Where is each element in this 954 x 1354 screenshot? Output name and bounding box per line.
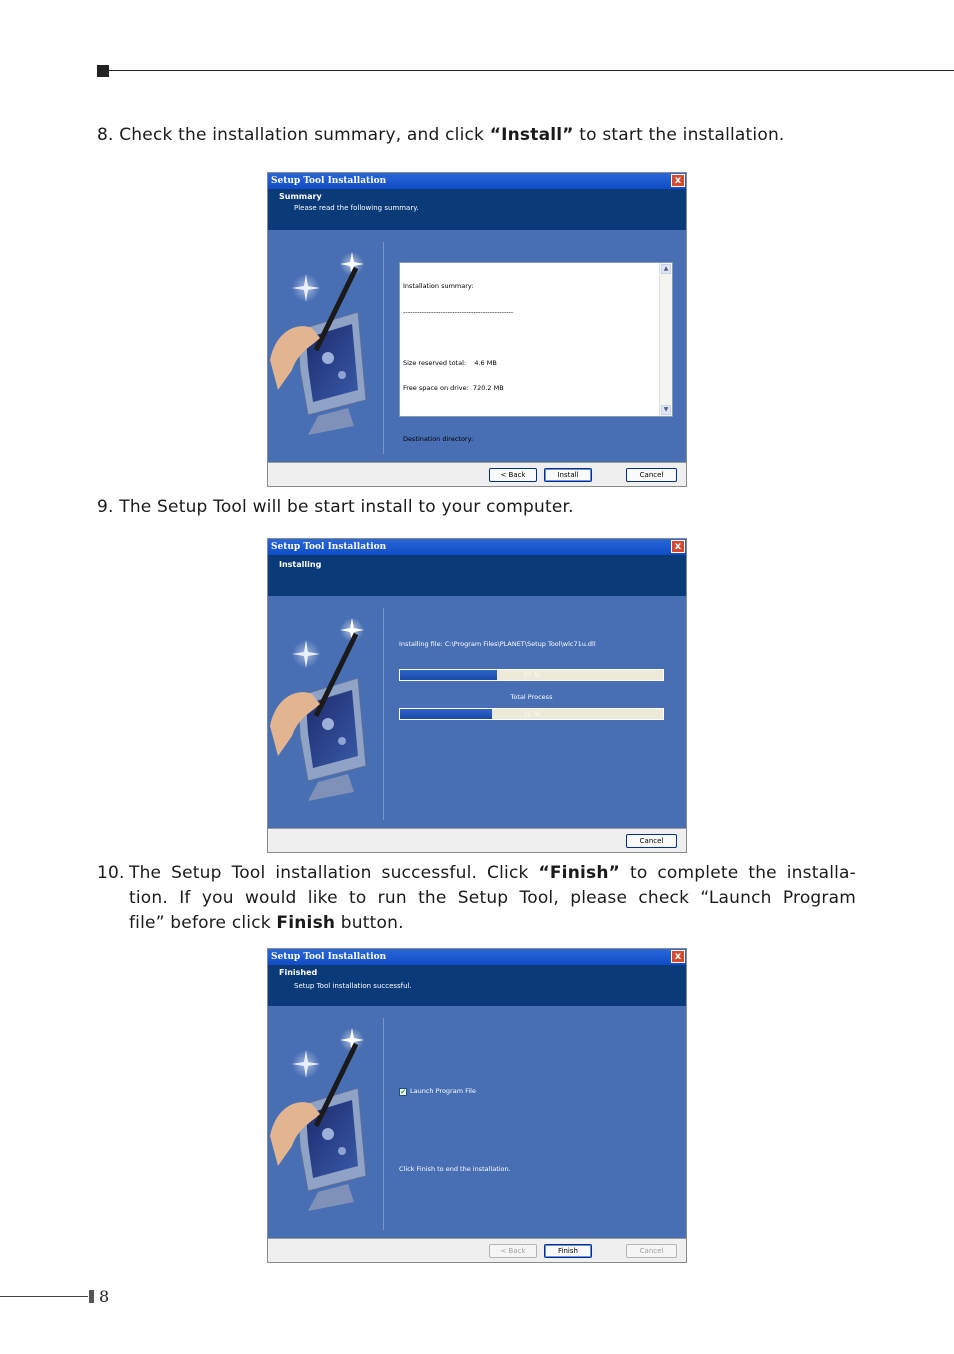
summary-line: Size reserved total: 4.6 MB bbox=[403, 358, 497, 367]
step-text: The Setup Tool will be start install to your computer. bbox=[119, 497, 574, 517]
banner bbox=[268, 555, 686, 596]
window-title: Setup Tool Installation bbox=[271, 542, 387, 552]
title-bar bbox=[268, 949, 686, 965]
back-button[interactable]: < Back bbox=[489, 468, 537, 482]
banner-title: Installing bbox=[279, 560, 322, 569]
step-text: to start the installation. bbox=[573, 125, 785, 145]
finish-hint-text: Click Finish to end the installation. bbox=[399, 1165, 511, 1173]
summary-textarea[interactable] bbox=[399, 262, 673, 443]
close-icon[interactable]: x bbox=[671, 950, 685, 963]
installing-dialog bbox=[267, 538, 687, 853]
finish-button[interactable]: Finish bbox=[544, 1244, 592, 1258]
step-keyword: “Finish” bbox=[538, 863, 621, 883]
body-divider bbox=[383, 608, 384, 820]
step-number: 8. bbox=[97, 125, 114, 145]
file-progress-text: 37 % bbox=[523, 671, 540, 679]
page-number: 8 bbox=[99, 1287, 110, 1306]
banner bbox=[268, 965, 686, 1006]
cancel-button[interactable]: Cancel bbox=[626, 1244, 677, 1258]
body-divider bbox=[383, 1018, 384, 1230]
window-title: Setup Tool Installation bbox=[271, 176, 387, 186]
banner-title: Finished bbox=[279, 968, 318, 977]
summary-line bbox=[403, 486, 658, 487]
launch-program-label[interactable]: Launch Program File bbox=[410, 1087, 476, 1095]
back-button[interactable]: < Back bbox=[489, 1244, 537, 1258]
summary-line: Destination directory: bbox=[403, 435, 474, 443]
dialog-body bbox=[268, 596, 686, 828]
header-rule bbox=[109, 70, 954, 71]
summary-line bbox=[403, 410, 658, 419]
summary-content bbox=[403, 265, 658, 487]
banner-subtitle: Setup Tool installation successful. bbox=[294, 982, 412, 990]
dialog-footer bbox=[268, 828, 686, 852]
scrollbar[interactable] bbox=[659, 263, 672, 416]
dialog-footer bbox=[268, 462, 686, 486]
step-text: file” before click bbox=[129, 913, 277, 933]
finished-dialog bbox=[267, 948, 687, 1263]
banner-subtitle: Please read the following summary. bbox=[294, 204, 419, 212]
summary-line: Installation summary: bbox=[403, 282, 474, 290]
step-10-line-1 bbox=[129, 861, 856, 886]
cancel-button[interactable]: Cancel bbox=[626, 834, 677, 848]
summary-line: Free space on drive: 720.2 MB bbox=[403, 384, 504, 392]
title-bar bbox=[268, 173, 686, 189]
footer-bar bbox=[89, 1290, 94, 1303]
step-10-number: 10. bbox=[97, 863, 125, 883]
title-bar bbox=[268, 539, 686, 555]
installing-file-label: Installing file: C:\Program Files\PLANET\Setup Tool\wlc71u.dll bbox=[399, 640, 596, 648]
step-text: to complete the installa- bbox=[620, 863, 856, 883]
total-progress-text: 35 % bbox=[523, 710, 540, 718]
window-title: Setup Tool Installation bbox=[271, 952, 387, 962]
header-square bbox=[97, 65, 109, 77]
step-text: Check the installation summary, and click bbox=[119, 125, 490, 145]
close-icon[interactable]: x bbox=[671, 540, 685, 553]
step-10-line-2: tion. If you would like to run the Setup Tool, please check “Launch Program bbox=[129, 888, 856, 908]
total-progress-bar bbox=[399, 708, 664, 720]
dialog-body bbox=[268, 230, 686, 462]
wizard-illustration-icon bbox=[268, 1006, 383, 1238]
body-divider bbox=[383, 242, 384, 454]
wizard-illustration-icon bbox=[268, 230, 383, 462]
wizard-illustration-icon bbox=[268, 596, 383, 828]
dialog-footer bbox=[268, 1238, 686, 1262]
banner-title: Summary bbox=[279, 192, 322, 201]
step-number: 9. bbox=[97, 497, 114, 517]
scroll-up-icon[interactable]: ▲ bbox=[661, 264, 671, 274]
launch-program-checkbox[interactable]: ✔ bbox=[400, 1088, 406, 1096]
step-keyword: Finish bbox=[276, 913, 336, 933]
summary-dialog bbox=[267, 172, 687, 487]
step-text: The Setup Tool installation successful. Click bbox=[129, 863, 539, 883]
total-process-label: Total Process bbox=[510, 693, 553, 701]
banner bbox=[268, 189, 686, 230]
step-keyword: “Install” bbox=[489, 125, 574, 145]
step-text: button. bbox=[335, 913, 404, 933]
file-progress-bar bbox=[399, 669, 664, 681]
step-8-text bbox=[97, 123, 785, 148]
dialog-body bbox=[268, 1006, 686, 1238]
install-button[interactable]: Install bbox=[544, 468, 592, 482]
summary-line bbox=[403, 333, 658, 342]
close-icon[interactable]: x bbox=[671, 174, 685, 187]
step-10-line-3 bbox=[129, 911, 404, 936]
step-9-text bbox=[97, 495, 574, 520]
summary-line: ----------------------------------------------- bbox=[403, 307, 514, 316]
cancel-button[interactable]: Cancel bbox=[626, 468, 677, 482]
scroll-down-icon[interactable]: ▼ bbox=[661, 405, 671, 415]
footer-rule bbox=[0, 1296, 88, 1297]
